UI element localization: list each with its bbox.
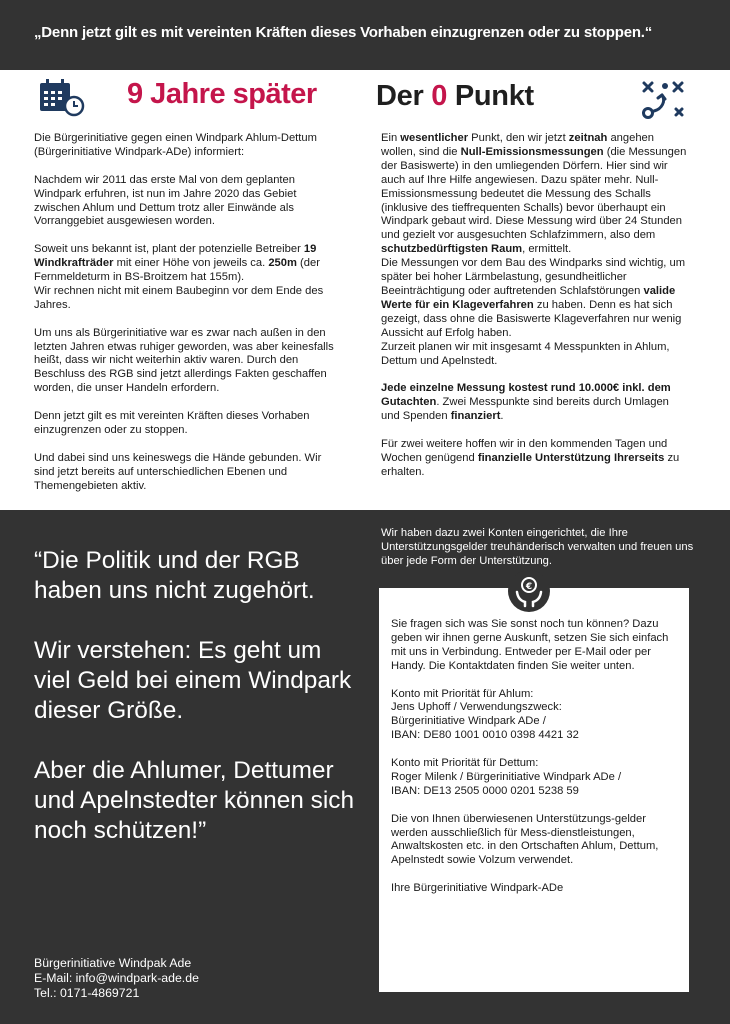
- paragraph: Und dabei sind uns keineswegs die Hände gebunden. Wir sind jetzt bereits auf unterschiedlichen Ebenen und Themengebieten aktiv.: [34, 451, 322, 492]
- money-hands-icon: [508, 570, 550, 612]
- heading-zero-point: Der 0 Punkt: [376, 80, 534, 112]
- paragraph: Nachdem wir 2011 das erste Mal von dem geplanten Windpark erfuhren, ist nun im Jahre 2020 das Gebiet zwischen Ahlum und Dettum trotz aller Einwände als Vorranggebiet ausgewiesen worden.: [34, 173, 297, 228]
- paragraph: Jede einzelne Messung kostest rund 10.000€ inkl. dem Gutachten. Zwei Messpunkte sind bereits durch Umlagen und Spenden finanziert.: [381, 382, 671, 423]
- paragraph: Soweit uns bekannt ist, plant der potenzielle Betreiber 19 Windkrafträder mit einer Höhe von jeweils ca. 250m (der Fernmeldeturm in BS-Broitzem hat 155m). Wir rechnen nicht mit einem Baubeginn vor dem Ende des Jahres.: [34, 243, 324, 311]
- contact-email: E-Mail: info@windpark-ade.de: [34, 971, 199, 985]
- quote-line: Wir verstehen: Es geht um viel Geld bei einem Windpark dieser Größe.: [34, 637, 352, 724]
- contact-name: Bürgerinitiative Windpak Ade: [34, 956, 192, 970]
- donation-box-text: [391, 618, 681, 910]
- quote-line: “Die Politik und der RGB haben uns nicht zugehört.: [34, 547, 315, 604]
- svg-text:€: €: [525, 582, 533, 592]
- contact-phone: Tel.: 0171-4869721: [34, 986, 140, 1000]
- paragraph: Ein wesentlicher Punkt, den wir jetzt zeitnah angehen wollen, sind die Null-Emissionsmessungen (die Messungen der Basiswerte) in den umliegenden Dörfern. Hier sind wir auch auf Ihre Hilfe angewiesen. Dazu später mehr. Null-Emissionsmessung bedeutet die Messung des Schalls (inklusive des tieffrequenten Schalls) bevor überhaupt ein Windpark gebaut wird. Diese Messung wird über 24 Stunden und gezielt vor ausgesuchten Schlafzimmern, also dem schutzbedürftigsten Raum, ermittelt. Die Messungen vor dem Bau des Windparks sind wichtig, um später bei hoher Lärmbelastung, gesundheitlicher Beeinträchtigung oder auftretenden Schlafstörungen valide Werte für ein Klageverfahren zu haben. Denn es hat sich gezeigt, dass ohne die Basiswerte Klageverfahren nur wenig Aussicht auf Erfolg haben. Zurzeit planen wir mit insgesamt 4 Messpunkten in Ahlum, Dettum und Apelnstedt.: [381, 132, 687, 367]
- left-column: [34, 132, 339, 507]
- paragraph: Die Bürgerinitiative gegen einen Windpark Ahlum-Dettum (Bürgerinitiative Windpark-ADe) informiert:: [34, 132, 317, 158]
- paragraph: Sie fragen sich was Sie sonst noch tun können? Dazu geben wir ihnen gerne Auskunft, setzen Sie sich einfach mit uns in Verbindung. Entweder per E-Mail oder per Handy. Die Kontaktdaten finden Sie weiter unten.: [391, 618, 669, 672]
- top-banner: [0, 0, 730, 70]
- top-quote: „Denn jetzt gilt es mit vereinten Kräften dieses Vorhaben einzugrenzen oder zu stoppen.“: [34, 24, 653, 41]
- account-ahlum: Konto mit Priorität für Ahlum: Jens Uphoff / Verwendungszweck: Bürgerinitiative Windpark ADe / IBAN: DE80 1001 0010 0398 4421 32: [391, 687, 579, 742]
- strategy-play-icon: [640, 79, 686, 121]
- right-column: [381, 132, 687, 494]
- quote-line: Aber die Ahlumer, Dettumer und Apelnstedter können sich noch schützen!”: [34, 757, 355, 844]
- signature: Ihre Bürgerinitiative Windpark-ADe: [391, 882, 564, 895]
- contact-info: [34, 956, 199, 1001]
- donation-box: [379, 588, 689, 992]
- calendar-clock-icon: [38, 77, 88, 117]
- heading-nine-years-later: 9 Jahre später: [127, 78, 317, 110]
- big-quote: [34, 546, 364, 876]
- paragraph: Denn jetzt gilt es mit vereinten Kräften dieses Vorhaben einzugrenzen oder zu stoppen.: [34, 410, 310, 436]
- paragraph: Für zwei weitere hoffen wir in den kommenden Tagen und Wochen genügend finanzielle Unterstützung Ihrerseits zu erhalten.: [381, 437, 680, 478]
- paragraph: Um uns als Bürgerinitiative war es zwar nach außen in den letzten Jahren etwas ruhiger geworden, was aber keinesfalls heißt, dass wir nicht weiterhin aktiv waren. Durch den Beschluss des RGB sind jetzt allerdings Fakten geschaffen worden, die unser Handeln erfordern.: [34, 326, 334, 395]
- accounts-intro: Wir haben dazu zwei Konten eingerichtet, die Ihre Unterstützungsgelder treuhänderisch verwalten und freuen uns über jede Form der Unterstützung.: [381, 527, 694, 567]
- account-dettum: Konto mit Priorität für Dettum: Roger Milenk / Bürgerinitiative Windpark ADe / IBAN: DE13 2505 0000 0201 5238 59: [391, 757, 622, 797]
- paragraph: Die von Ihnen überwiesenen Unterstützungs-gelder werden ausschließlich für Mess-dienstleistungen, Anwaltskosten etc. in den Ortschaften Ahlum, Dettum, Apelnstedt sowie Volzum verwendet.: [391, 812, 659, 867]
